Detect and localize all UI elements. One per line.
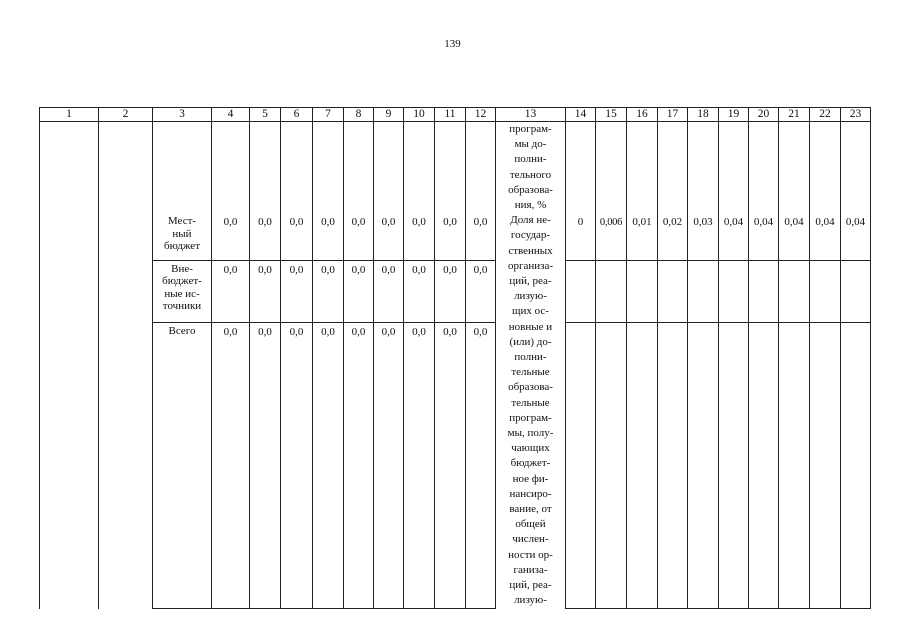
- value-cell: 0,0: [404, 323, 435, 609]
- empty-cell: [627, 122, 658, 214]
- empty-cell: [841, 260, 871, 323]
- empty-cell: [596, 260, 627, 323]
- value-cell: 0,0: [281, 323, 313, 609]
- col2-cell: [99, 122, 153, 609]
- empty-cell: [435, 122, 466, 214]
- text-line: тельные: [511, 366, 550, 379]
- source-label: [153, 260, 212, 323]
- empty-cell: [313, 122, 344, 214]
- empty-cell: [810, 323, 841, 609]
- empty-cell: [153, 122, 212, 214]
- empty-cell: [719, 260, 749, 323]
- column-header-3: 3: [153, 108, 212, 122]
- row-local-budget: [40, 213, 871, 260]
- text-line: тельные: [511, 396, 550, 409]
- value-cell: 0,0: [404, 260, 435, 323]
- indicator-text-continued: [496, 122, 566, 214]
- value-cell: 0,0: [250, 323, 281, 609]
- text-line: лизую-: [514, 594, 547, 607]
- text-line: Всего: [168, 325, 196, 338]
- budget-table: [39, 107, 871, 609]
- text-line: организа-: [507, 259, 554, 272]
- value-cell: 0,0: [435, 213, 466, 260]
- text-line: (или) до-: [509, 335, 552, 348]
- indicator-value-cell: 0,04: [749, 213, 779, 260]
- text-line: полни-: [514, 351, 547, 364]
- indicator-description: [496, 213, 566, 608]
- text-line: чающих: [511, 442, 550, 455]
- empty-cell: [596, 122, 627, 214]
- col1-cell: [40, 122, 99, 609]
- column-header-2: 2: [99, 108, 153, 122]
- value-cell: 0,0: [374, 323, 404, 609]
- empty-cell: [749, 122, 779, 214]
- text-line: лизую-: [514, 290, 547, 303]
- empty-cell: [749, 323, 779, 609]
- value-cell: 0,0: [466, 323, 496, 609]
- indicator-value-cell: 0: [566, 213, 596, 260]
- text-line: ное фи-: [512, 472, 549, 485]
- empty-cell: [566, 323, 596, 609]
- indicator-value-cell: 0,04: [719, 213, 749, 260]
- empty-cell: [344, 122, 374, 214]
- value-cell: 0,0: [281, 260, 313, 323]
- indicator-value-cell: 0,04: [779, 213, 810, 260]
- column-header-13: 13: [496, 108, 566, 122]
- empty-cell: [250, 122, 281, 214]
- value-cell: 0,0: [250, 260, 281, 323]
- text-line: ные ис-: [164, 287, 200, 300]
- value-cell: 0,0: [404, 213, 435, 260]
- value-cell: 0,0: [435, 323, 466, 609]
- text-line: ности ор-: [508, 548, 553, 561]
- text-line: ций, реа-: [509, 579, 552, 592]
- column-header-1: 1: [40, 108, 99, 122]
- empty-cell: [627, 260, 658, 323]
- text-line: бюджет-: [162, 275, 202, 288]
- empty-cell: [841, 323, 871, 609]
- text-line: ганиза-: [513, 563, 548, 576]
- text-line: нансиро-: [509, 487, 552, 500]
- column-header-20: 20: [749, 108, 779, 122]
- column-header-15: 15: [596, 108, 627, 122]
- value-cell: 0,0: [313, 213, 344, 260]
- empty-cell: [719, 323, 749, 609]
- value-cell: 0,0: [374, 260, 404, 323]
- indicator-value-cell: 0,01: [627, 213, 658, 260]
- text-line: полни-: [514, 153, 547, 166]
- text-line: бюджет-: [510, 457, 551, 470]
- empty-cell: [658, 260, 688, 323]
- column-header-10: 10: [404, 108, 435, 122]
- empty-cell: [596, 323, 627, 609]
- column-header-18: 18: [688, 108, 719, 122]
- empty-cell: [627, 323, 658, 609]
- column-header-22: 22: [810, 108, 841, 122]
- value-cell: 0,0: [313, 323, 344, 609]
- column-header-14: 14: [566, 108, 596, 122]
- empty-cell: [281, 122, 313, 214]
- text-line: ций, реа-: [509, 275, 552, 288]
- continuation-row: [40, 122, 871, 214]
- empty-cell: [212, 122, 250, 214]
- text-line: програм-: [509, 411, 552, 424]
- empty-cell: [749, 260, 779, 323]
- empty-cell: [841, 122, 871, 214]
- row-total: [40, 323, 871, 609]
- text-line: мы до-: [514, 138, 547, 151]
- text-line: точники: [162, 300, 202, 313]
- column-header-4: 4: [212, 108, 250, 122]
- text-line: мы, полу-: [507, 427, 554, 440]
- indicator-value-cell: 0,03: [688, 213, 719, 260]
- empty-cell: [779, 323, 810, 609]
- column-header-7: 7: [313, 108, 344, 122]
- text-line: образова-: [508, 183, 553, 196]
- text-line: государ-: [510, 229, 551, 242]
- empty-cell: [810, 260, 841, 323]
- empty-cell: [658, 323, 688, 609]
- text-line: тельного: [509, 168, 552, 181]
- column-header-9: 9: [374, 108, 404, 122]
- text-line: бюджет: [164, 240, 200, 253]
- column-header-12: 12: [466, 108, 496, 122]
- column-header-11: 11: [435, 108, 466, 122]
- empty-cell: [404, 122, 435, 214]
- indicator-value-cell: 0,006: [596, 213, 627, 260]
- column-header-17: 17: [658, 108, 688, 122]
- text-line: Вне-: [171, 262, 193, 275]
- empty-cell: [658, 122, 688, 214]
- text-line: ния, %: [514, 199, 547, 212]
- empty-cell: [688, 122, 719, 214]
- empty-cell: [466, 122, 496, 214]
- empty-cell: [779, 122, 810, 214]
- value-cell: 0,0: [212, 323, 250, 609]
- empty-cell: [566, 122, 596, 214]
- value-cell: 0,0: [250, 213, 281, 260]
- column-header-19: 19: [719, 108, 749, 122]
- value-cell: 0,0: [344, 260, 374, 323]
- source-label: [153, 213, 212, 260]
- indicator-value-cell: 0,02: [658, 213, 688, 260]
- value-cell: 0,0: [344, 323, 374, 609]
- header-row: [40, 108, 871, 122]
- empty-cell: [810, 122, 841, 214]
- text-line: числен-: [512, 533, 549, 546]
- text-line: образова-: [508, 381, 553, 394]
- text-line: ный: [172, 227, 192, 240]
- text-line: новные и: [508, 320, 553, 333]
- empty-cell: [779, 260, 810, 323]
- column-header-23: 23: [841, 108, 871, 122]
- text-line: програм-: [509, 123, 552, 135]
- text-line: ственных: [508, 244, 553, 257]
- text-line: общей: [515, 518, 546, 531]
- column-header-16: 16: [627, 108, 658, 122]
- value-cell: 0,0: [344, 213, 374, 260]
- text-line: Мест-: [167, 215, 197, 228]
- value-cell: 0,0: [466, 213, 496, 260]
- row-extrabudgetary: [40, 260, 871, 323]
- empty-cell: [688, 260, 719, 323]
- value-cell: 0,0: [435, 260, 466, 323]
- value-cell: 0,0: [212, 260, 250, 323]
- column-header-5: 5: [250, 108, 281, 122]
- indicator-value-cell: 0,04: [810, 213, 841, 260]
- page-number: 139: [444, 38, 461, 50]
- text-line: вание, от: [509, 503, 552, 516]
- column-header-21: 21: [779, 108, 810, 122]
- empty-cell: [566, 260, 596, 323]
- empty-cell: [374, 122, 404, 214]
- value-cell: 0,0: [374, 213, 404, 260]
- text-line: Доля не-: [510, 214, 551, 227]
- column-header-8: 8: [344, 108, 374, 122]
- source-label: [153, 323, 212, 609]
- empty-cell: [688, 323, 719, 609]
- value-cell: 0,0: [313, 260, 344, 323]
- value-cell: 0,0: [281, 213, 313, 260]
- value-cell: 0,0: [212, 213, 250, 260]
- value-cell: 0,0: [466, 260, 496, 323]
- text-line: щих ос-: [512, 305, 549, 318]
- indicator-value-cell: 0,04: [841, 213, 871, 260]
- column-header-6: 6: [281, 108, 313, 122]
- empty-cell: [719, 122, 749, 214]
